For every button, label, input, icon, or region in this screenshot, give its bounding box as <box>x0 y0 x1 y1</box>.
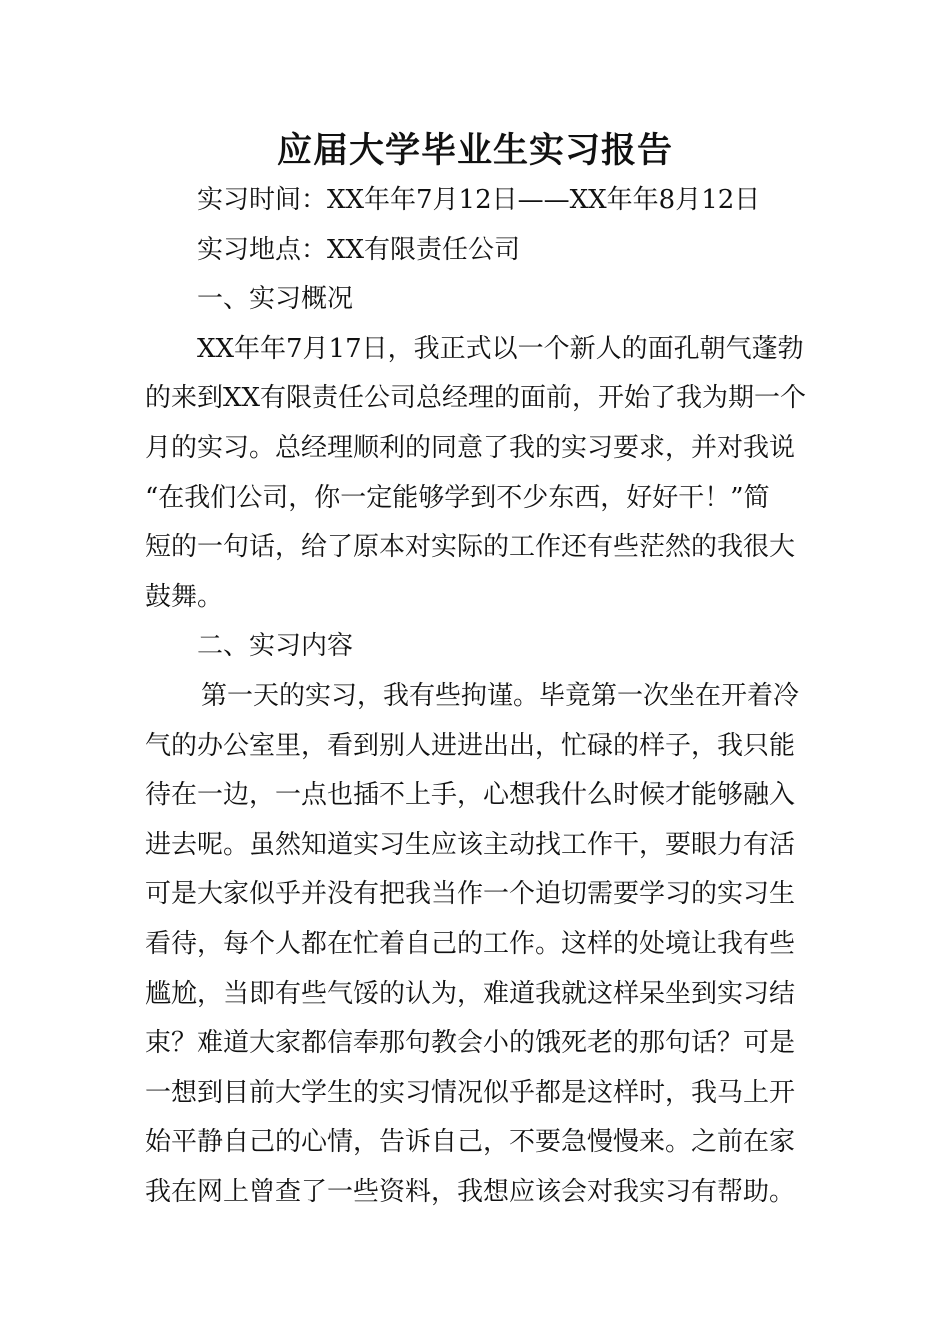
paragraph-line: 月的实习。总经理顺利的同意了我的实习要求，并对我说 <box>145 432 796 463</box>
paragraph-line: 第一天的实习，我有些拘谨。毕竟第一次坐在开着冷 <box>201 680 800 711</box>
paragraph-line: 一想到目前大学生的实习情况似乎都是这样时，我马上开 <box>145 1077 796 1108</box>
paragraph-line: 尴尬，当即有些气馁的认为，难道我就这样呆坐到实习结 <box>145 978 796 1009</box>
paragraph-line: 始平静自己的心情，告诉自己，不要急慢慢来。之前在家 <box>145 1127 796 1158</box>
paragraph-line: 进去呢。虽然知道实习生应该主动找工作干，要眼力有活 <box>145 829 796 860</box>
paragraph-line: 的来到XX有限责任公司总经理的面前，开始了我为期一个 <box>145 383 807 414</box>
paragraph-line: 气的办公室里，看到别人进进出出，忙碌的样子，我只能 <box>145 730 796 761</box>
paragraph-line: 我在网上曾查了一些资料，我想应该会对我实习有帮助。 <box>145 1176 796 1207</box>
paragraph-line: 看待，每个人都在忙着自己的工作。这样的处境让我有些 <box>145 928 796 959</box>
section-heading-content: 二、实习内容 <box>197 631 354 662</box>
section-heading-overview: 一、实习概况 <box>197 284 354 315</box>
paragraph-line: 束？难道大家都信奉那句教会小的饿死老的那句话？可是 <box>145 1028 796 1059</box>
paragraph-line: “在我们公司，你一定能够学到不少东西，好好干！”简 <box>145 482 770 513</box>
internship-time-line: 实习时间：XX年年7月12日——XX年年8月12日 <box>197 185 761 215</box>
paragraph-line: 待在一边，一点也插不上手，心想我什么时候才能够融入 <box>145 780 796 811</box>
paragraph-line: 鼓舞。 <box>145 581 224 612</box>
document-title: 应届大学毕业生实习报告 <box>276 131 673 171</box>
paragraph-line: 可是大家似乎并没有把我当作一个迫切需要学习的实习生 <box>145 879 796 910</box>
internship-location-line: 实习地点：XX有限责任公司 <box>197 234 521 265</box>
paragraph-line: 短的一句话，给了原本对实际的工作还有些茫然的我很大 <box>145 532 796 563</box>
document-body <box>145 176 810 1217</box>
paragraph-line: XX年年7月17日，我正式以一个新人的面孔朝气蓬勃 <box>197 333 804 364</box>
